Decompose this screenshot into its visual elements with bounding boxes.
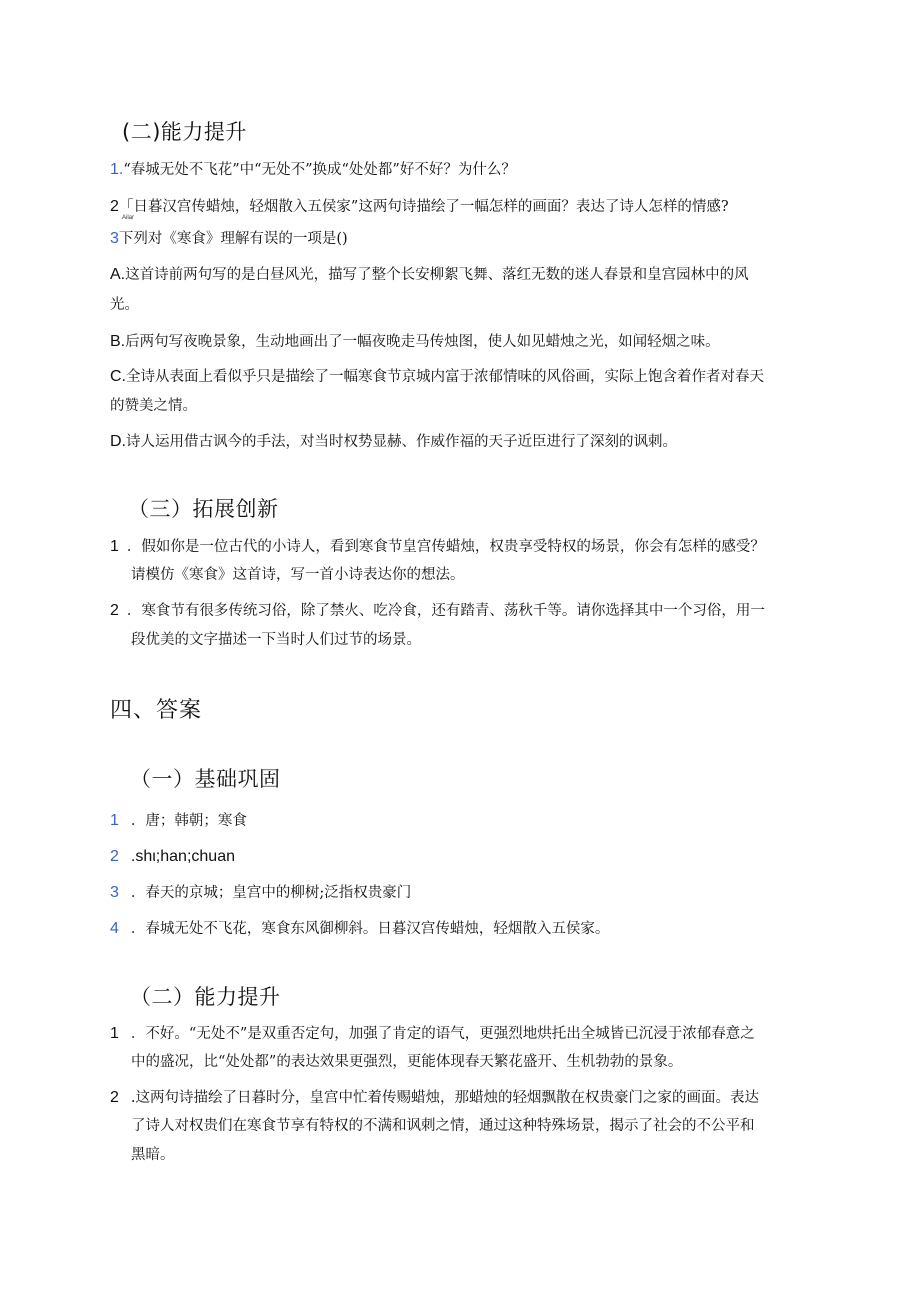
expand-question-1-cont: 请模仿《寒食》这首诗，写一首小诗表达你的想法。	[131, 567, 465, 583]
answer-ability-2	[110, 1088, 759, 1108]
option-text: 全诗从表面上看似乎只是描绘了一幅寒食节京城内富于浓郁情味的风俗画，实际上饱含着作者对春天	[126, 369, 764, 385]
question-number: 1	[110, 538, 119, 555]
option-letter: C.	[110, 368, 126, 385]
expand-question-2	[110, 601, 765, 621]
option-d	[110, 432, 677, 452]
answer-basic-3	[110, 883, 411, 903]
question-text: ．假如你是一位古代的小诗人，看到寒食节皇宫传蜡烛，权贵享受特权的场景，你会有怎样的感受？	[126, 539, 765, 555]
question-1	[110, 160, 516, 180]
question-2	[110, 197, 729, 217]
option-text: 后两句写夜晚景象，生动地画出了一幅夜晚走马传烛图，使人如见蜡烛之光，如闻轻烟之味。	[125, 334, 720, 350]
answer-text: .这两句诗描绘了日暮时分，皇宫中忙着传赐蜡烛，那蜡烛的轻烟飘散在权贵豪门之家的画面。表达	[130, 1090, 760, 1106]
question-number: 3	[110, 230, 119, 247]
answer-text: ．春城无处不飞花，寒食东风御柳斜。日暮汉宫传蜡烛，轻烟散入五侯家。	[130, 921, 610, 937]
option-b	[110, 332, 720, 352]
question-text: 「日暮汉宫传蜡烛，轻烟散入五侯家”这两句诗描绘了一幅怎样的画面？表达了诗人怎样的情感?	[118, 199, 729, 215]
answer-text: ．春天的京城；皇宫中的柳树;泛指权贵豪门	[130, 885, 412, 901]
question-number: 2	[110, 602, 119, 619]
answer-number: 1	[110, 1025, 119, 1042]
answers-title: 四、答案	[110, 698, 203, 723]
answer-basic-4	[110, 919, 609, 939]
answer-basic-1	[110, 811, 247, 831]
answer-number: 3	[110, 884, 119, 901]
section-title-ability: (二)能力提升	[122, 120, 247, 144]
question-number: 2	[110, 198, 119, 215]
question-text: ．寒食节有很多传统习俗，除了禁火、吃冷食，还有踏青、荡秋千等。请你选择其中一个习俗，用一	[126, 603, 765, 619]
answer-ability-2-cont: 了诗人对权贵们在寒食节享有特权的不满和讽刺之情，通过这种特殊场景，揭示了社会的不公平和	[131, 1118, 755, 1134]
answer-text: ．唐；韩朝；寒食	[130, 813, 247, 829]
section-title-basic: （一）基础巩固	[130, 767, 281, 791]
option-letter: D.	[110, 433, 126, 450]
option-a	[110, 265, 749, 285]
option-c	[110, 367, 764, 387]
answer-ability-2-cont2: 黑暗。	[131, 1147, 175, 1163]
answer-number: 2	[110, 1089, 119, 1106]
answer-number: 4	[110, 920, 119, 937]
answer-ability-1-cont: 中的盛况，比“处处都”的表达效果更强烈，更能体现春天繁花盛开、生机勃勃的景象。	[131, 1054, 683, 1070]
question-text: “春城无处不飞花”中“无处不”换成“处处都”好不好？为什么？	[123, 162, 516, 178]
section-title-ability-answers: （二）能力提升	[130, 985, 281, 1009]
question-3	[110, 229, 348, 249]
answer-text: ．不好。“无处不”是双重否定句，加强了肯定的语气，更强烈地烘托出全城皆已沉浸于浓郁春意之	[130, 1026, 755, 1042]
option-text: 这首诗前两句写的是白昼风光，描写了整个长安柳絮飞舞、落红无数的迷人春景和皇宫园林中的风	[125, 267, 749, 283]
option-a-cont: 光。	[110, 297, 139, 313]
small-annotation: Ailar	[122, 215, 135, 221]
option-text: 诗人运用借古讽今的手法，对当时权势显赫、作威作福的天子近臣进行了深刻的讽刺。	[126, 434, 677, 450]
option-letter: B.	[110, 333, 126, 350]
option-c-cont: 的赞美之情。	[110, 398, 197, 414]
answer-number: 2	[110, 848, 119, 865]
answer-basic-2	[110, 847, 235, 867]
expand-question-1	[110, 537, 765, 557]
answer-ability-1	[110, 1024, 755, 1044]
expand-question-2-cont: 段优美的文字描述一下当时人们过节的场景。	[131, 632, 421, 648]
answer-number: 1	[110, 812, 119, 829]
option-letter: A.	[110, 266, 126, 283]
question-number: 1.	[110, 161, 124, 178]
question-text: 下列对《寒食》理解有误的一项是()	[118, 231, 348, 247]
answer-text: .shι;han;chuan	[130, 848, 235, 865]
section-title-expand: （三）拓展创新	[128, 497, 279, 521]
